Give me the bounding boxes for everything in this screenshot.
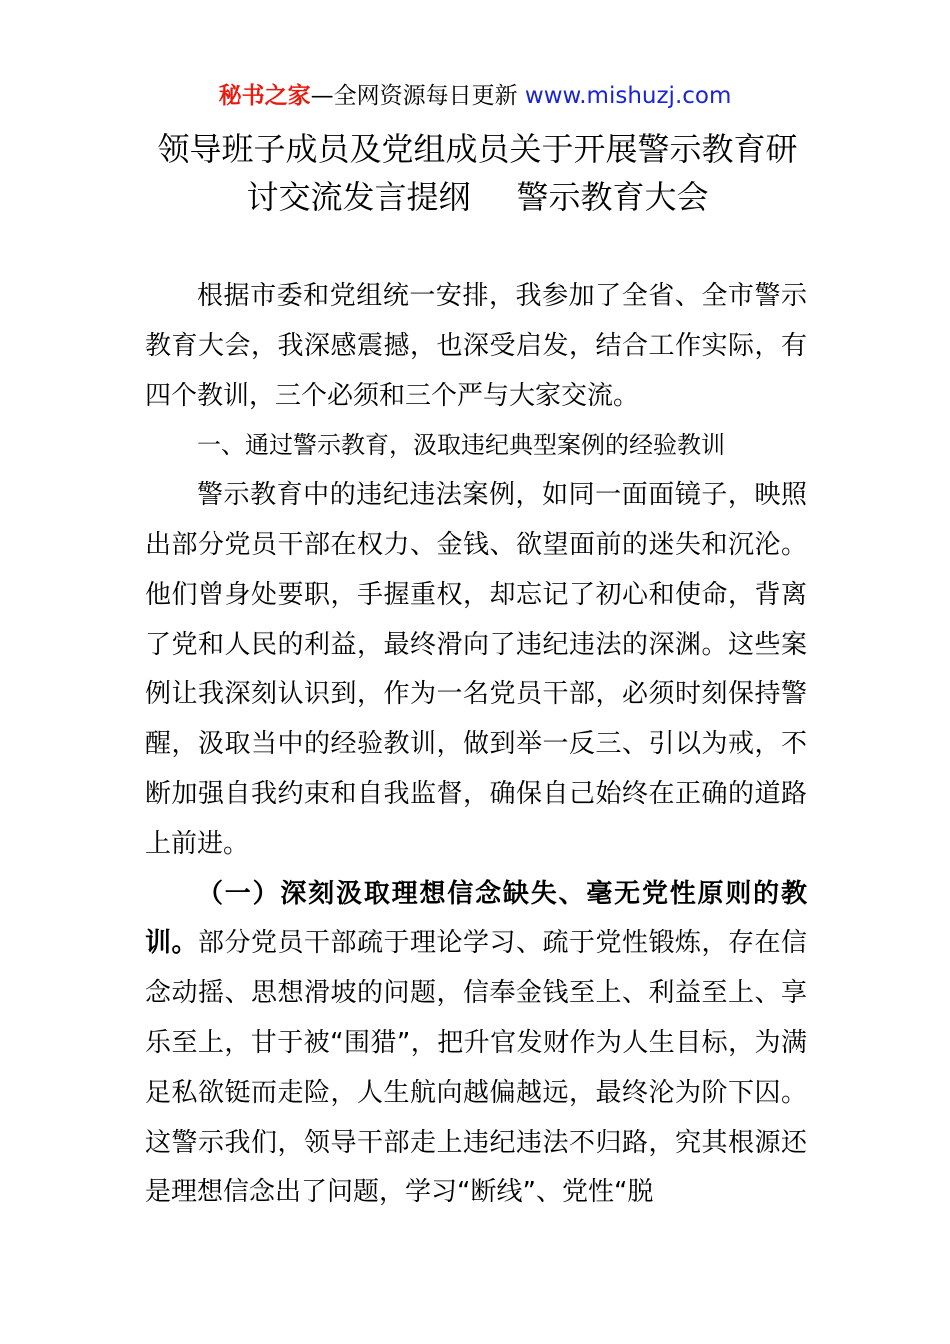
brand-name: 秘书之家 xyxy=(218,83,311,109)
header-tagline: —全网资源每日更新 xyxy=(310,83,518,109)
section-heading: 一、通过警示教育，汲取违纪典型案例的经验教训 xyxy=(197,431,725,460)
lesson-body: 部分党员干部疏于理论学习、疏于党性锻炼，存在信念动摇、思想滑坡的问题，信奉金钱至上、利益至上、享乐至上，甘于被“围猎”，把升官发财作为人生目标，为满足私欲铤而走险，人生航向越偏越远，最终沦为阶下囚。这警示我们，领导干部走上违纪违法不归路，究其根源还是理想信念出了问题，学习“断线”、党性“脱 xyxy=(145,928,807,1208)
document-title-line-2 xyxy=(145,172,810,222)
document-title-part-b: 警示教育大会 xyxy=(516,178,709,216)
section-paragraph: 警示教育中的违纪违法案例，如同一面面镜子，映照出部分党员干部在权力、金钱、欲望面前的迷失和沉沦。他们曾身处要职，手握重权，却忘记了初心和使命，背离了党和人民的利益，最终滑向了违纪违法的深渊。这些案例让我深刻认识到，作为一名党员干部，必须时刻保持警醒，汲取当中的经验教训，做到举一反三、引以为戒，不断加强自我约束和自我监督，确保自己始终在正确的道路上前进。 xyxy=(145,480,807,859)
lesson-heading: （一）深刻汲取理想信念缺失、毫无党性原则的教训。 xyxy=(145,878,807,959)
document-title-line-1: 领导班子成员及党组成员关于开展警示教育研 xyxy=(157,130,798,168)
site-url-link[interactable]: www.mishuzj.com xyxy=(524,83,732,109)
lesson-paragraph xyxy=(145,870,807,1219)
document-title-part-a: 讨交流发言提纲 xyxy=(246,178,471,216)
document-body xyxy=(145,272,807,1218)
intro-paragraph: 根据市委和党组统一安排，我参加了全省、全市警示教育大会，我深感震撼，也深受启发，结合工作实际，有四个教训，三个必须和三个严与大家交流。 xyxy=(145,281,807,411)
site-header xyxy=(0,80,950,112)
